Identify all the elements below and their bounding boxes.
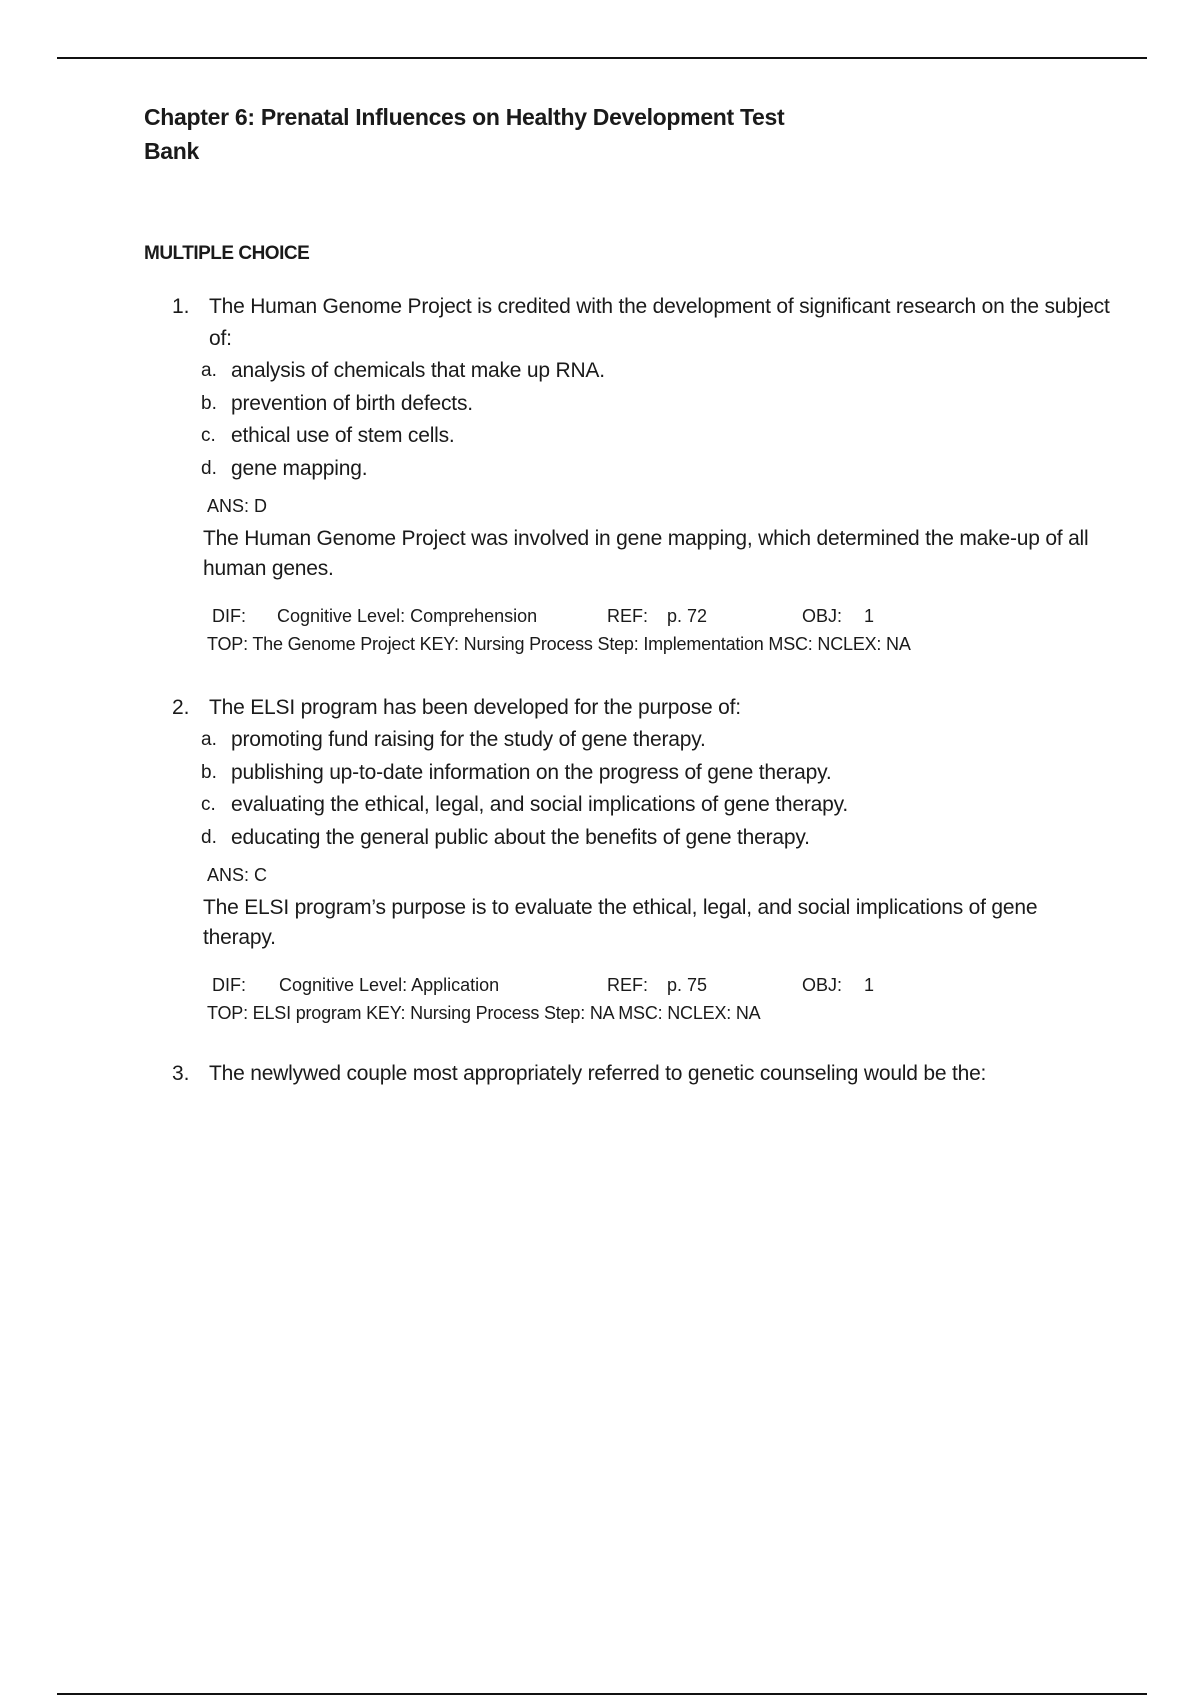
choice-text: evaluating the ethical, legal, and social implications of gene therapy.	[231, 793, 848, 816]
choice-text: publishing up-to-date information on the progress of gene therapy.	[231, 760, 832, 784]
choice-letter: c.	[201, 425, 216, 446]
question-metadata	[207, 971, 1112, 1027]
rationale: The ELSI program’s purpose is to evaluate the ethical, legal, and social implications of gene therapy.	[203, 896, 1038, 949]
ref-value: p. 72	[667, 606, 708, 626]
question-stem: The ELSI program has been developed for the purpose of:	[209, 696, 741, 719]
question-2	[172, 692, 1112, 1027]
choice-d	[201, 822, 1112, 855]
topic-line: TOP: ELSI program KEY: Nursing Process Step: NA MSC: NCLEX: NA	[207, 1003, 761, 1023]
choice-c	[201, 420, 1112, 453]
choice-a	[201, 355, 1112, 388]
question-stem: The Human Genome Project is credited with the development of significant research on the subject of:	[209, 295, 1110, 350]
question-1	[172, 291, 1112, 658]
answer-key: ANS: C	[207, 865, 268, 885]
choice-text: prevention of birth defects.	[231, 391, 473, 415]
choice-letter: d.	[201, 457, 217, 479]
top-rule	[57, 57, 1147, 59]
section-heading: MULTIPLE CHOICE	[144, 243, 310, 264]
dif-value: Cognitive Level: Application	[279, 975, 500, 995]
answer-key: ANS: D	[207, 496, 268, 516]
choice-c	[201, 789, 1112, 822]
ref-label: REF:	[607, 606, 649, 626]
choice-text: analysis of chemicals that make up RNA.	[231, 359, 605, 382]
choice-b	[201, 388, 1112, 421]
choice-letter: a.	[201, 729, 217, 750]
choice-letter: b.	[201, 392, 217, 414]
dif-label: DIF:	[212, 975, 246, 995]
choice-d	[201, 453, 1112, 486]
question-metadata	[207, 602, 1112, 658]
page-title: Chapter 6: Prenatal Influences on Healthy Development Test Bank	[144, 104, 785, 164]
ref-label: REF:	[607, 975, 649, 995]
bottom-rule	[57, 1693, 1147, 1695]
ref-value: p. 75	[667, 975, 708, 995]
choice-letter: a.	[201, 360, 217, 381]
question-number: 2.	[172, 696, 190, 719]
choice-text: ethical use of stem cells.	[231, 424, 455, 447]
obj-label: OBJ:	[802, 606, 843, 626]
choice-letter: d.	[201, 826, 217, 848]
question-number: 1.	[172, 295, 190, 318]
choice-letter: b.	[201, 761, 217, 783]
rationale: The Human Genome Project was involved in gene mapping, which determined the make-up of all human genes.	[203, 527, 1089, 580]
choice-text: educating the general public about the benefits of gene therapy.	[231, 825, 810, 849]
choice-text: gene mapping.	[231, 456, 368, 480]
question-3	[172, 1058, 1112, 1090]
choice-a	[201, 724, 1112, 757]
obj-value: 1	[864, 606, 875, 626]
obj-label: OBJ:	[802, 975, 843, 995]
choice-b	[201, 757, 1112, 790]
choice-letter: c.	[201, 794, 216, 815]
question-stem: The newlywed couple most appropriately referred to genetic counseling would be the:	[209, 1062, 987, 1085]
dif-value: Cognitive Level: Comprehension	[277, 606, 538, 626]
dif-label: DIF:	[212, 606, 246, 626]
question-number: 3.	[172, 1062, 190, 1085]
choice-text: promoting fund raising for the study of gene therapy.	[231, 728, 706, 751]
obj-value: 1	[864, 975, 875, 995]
topic-line: TOP: The Genome Project KEY: Nursing Process Step: Implementation MSC: NCLEX: NA	[207, 634, 911, 654]
